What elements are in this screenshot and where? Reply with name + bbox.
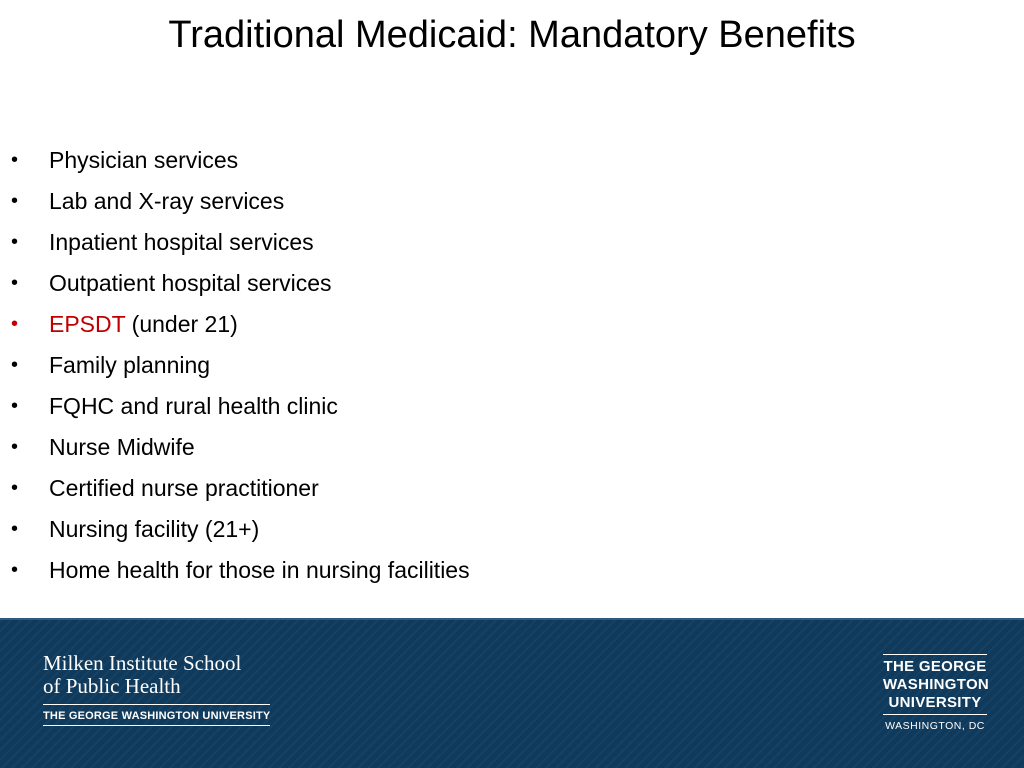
epsdt-qualifier: (under 21) [125, 311, 238, 337]
bullet-icon: • [11, 559, 19, 581]
list-item-text [49, 304, 238, 345]
gwu-logo-name [883, 655, 990, 714]
milken-logo-line1: Milken Institute School [43, 651, 242, 675]
milken-logo-subline: THE GEORGE WASHINGTON UNIVERSITY [43, 704, 270, 726]
slide-title: Traditional Medicaid: Mandatory Benefits [168, 14, 856, 56]
gwu-logo-line3: UNIVERSITY [888, 694, 982, 711]
bullet-icon: • [11, 395, 19, 417]
list-item-text: Family planning [49, 352, 211, 378]
footer-banner [0, 618, 1024, 768]
list-item-text: Nurse Midwife [49, 434, 195, 460]
list-item-text: Physician services [49, 147, 239, 173]
gwu-logo-rule [883, 714, 987, 715]
bullet-icon: • [11, 190, 19, 212]
list-item-text: Outpatient hospital services [49, 270, 332, 296]
bullet-icon: • [11, 231, 19, 253]
milken-institute-logo [43, 652, 270, 726]
gwu-logo-line2: WASHINGTON [883, 676, 990, 693]
gwu-logo [883, 654, 990, 732]
bullet-icon: • [11, 313, 19, 335]
bullet-icon: • [11, 272, 19, 294]
list-item-text: Home health for those in nursing facilities [49, 557, 470, 583]
milken-logo-line2: of Public Health [43, 674, 181, 698]
bullet-icon: • [11, 149, 19, 171]
epsdt-highlight: EPSDT [49, 311, 126, 337]
list-item-text: Inpatient hospital services [49, 229, 314, 255]
gwu-logo-line1: THE GEORGE [883, 658, 987, 675]
list-item-text: FQHC and rural health clinic [49, 393, 338, 419]
gwu-logo-location: WASHINGTON, DC [885, 720, 985, 732]
list-item-text: Nursing facility (21+) [49, 516, 260, 542]
bullet-icon: • [11, 436, 19, 458]
list-item-text: Lab and X-ray services [49, 188, 285, 214]
list-item-text: Certified nurse practitioner [49, 475, 319, 501]
bullet-icon: • [11, 354, 19, 376]
bullet-icon: • [11, 477, 19, 499]
bullet-icon: • [11, 518, 19, 540]
